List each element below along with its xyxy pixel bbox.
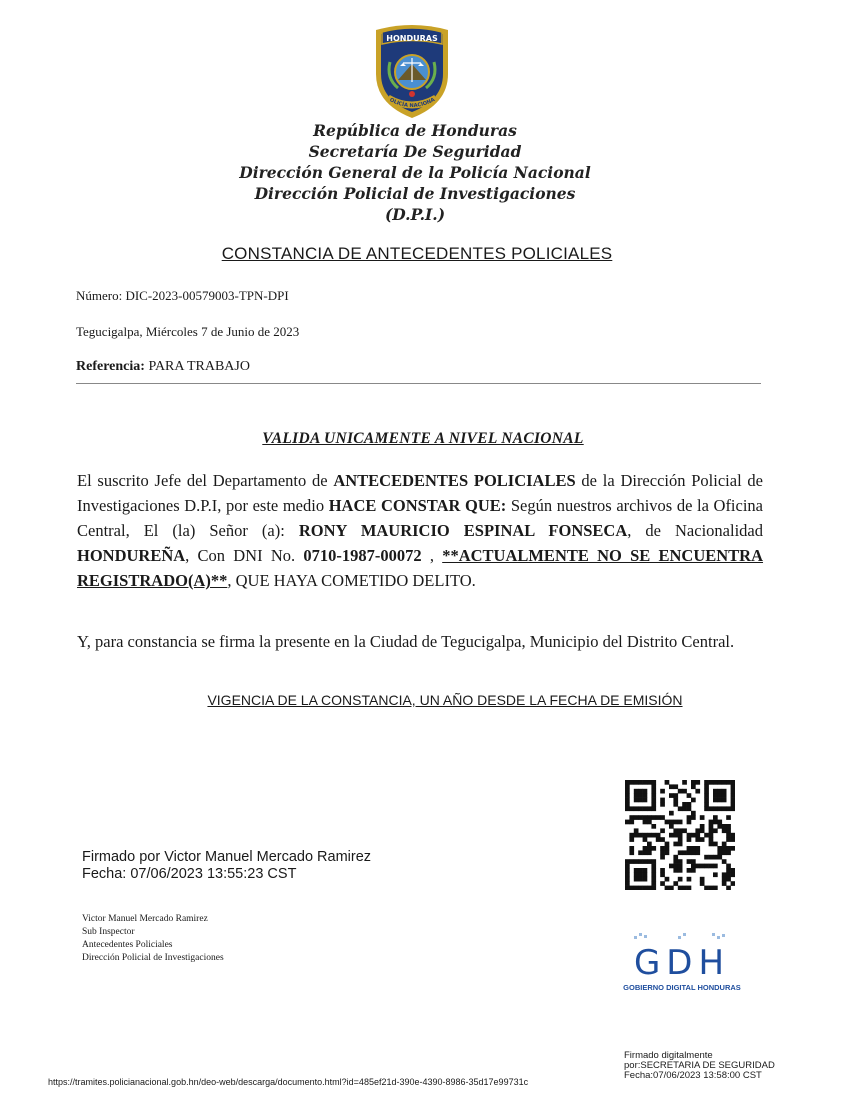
digital-signature bbox=[624, 1051, 775, 1081]
valida-notice: VALIDA UNICAMENTE A NIVEL NACIONAL bbox=[262, 430, 584, 447]
body-text-5: , Con DNI No. bbox=[185, 546, 304, 565]
referencia-value: PARA TRABAJO bbox=[148, 359, 250, 374]
digital-line-2: por:SECRETARIA DE SEGURIDAD bbox=[624, 1060, 775, 1071]
header-direccion-policial: Dirección Policial de Investigaciones bbox=[254, 184, 576, 203]
header-direccion-general: Dirección General de la Policía Nacional bbox=[239, 163, 591, 182]
body-department: ANTECEDENTES POLICIALES bbox=[333, 471, 576, 490]
header-dpi: (D.P.I.) bbox=[384, 205, 446, 224]
numero-value: DIC-2023-00579003-TPN-DPI bbox=[125, 288, 289, 303]
officer-division: Dirección Policial de Investigaciones bbox=[82, 953, 224, 963]
vigencia-notice: VIGENCIA DE LA CONSTANCIA, UN AÑO DESDE LA FECHA DE EMISIÓN bbox=[207, 692, 683, 708]
document-title: CONSTANCIA DE ANTECEDENTES POLICIALES bbox=[221, 244, 613, 263]
signature-block bbox=[82, 849, 371, 883]
gdh-letters: GDH bbox=[633, 943, 731, 983]
document-url: https://tramites.policianacional.gob.hn/deo-web/descarga/documento.html?id=485ef21d-390e-4390-8986-35d17e99731c bbox=[48, 1077, 529, 1087]
body-text-1: El suscrito Jefe del Departamento de bbox=[77, 471, 334, 490]
officer-rank: Sub Inspector bbox=[82, 927, 135, 937]
qr-code bbox=[625, 780, 735, 890]
body-status: **ACTUALMENTE NO SE ENCUENTRA REGISTRADO(A)** bbox=[77, 546, 764, 590]
institution-header bbox=[160, 120, 670, 225]
body-text-3: Según nuestros archivos de la Oficina Central, El (la) Señor (a): bbox=[77, 496, 764, 540]
qr-code-icon bbox=[625, 780, 735, 890]
body-dni: 0710-1987-00072 bbox=[303, 546, 422, 565]
header-secretaria: Secretaría De Seguridad bbox=[308, 142, 522, 161]
signed-date: Fecha: 07/06/2023 13:55:23 CST bbox=[82, 866, 297, 882]
gdh-caption: GOBIERNO DIGITAL HONDURAS bbox=[623, 983, 741, 992]
officer-block bbox=[82, 913, 224, 965]
police-shield-icon bbox=[370, 22, 454, 120]
body-nationality: HONDUREÑA bbox=[77, 546, 186, 565]
certificate-body bbox=[77, 468, 763, 593]
badge-top-text: HONDURAS bbox=[386, 34, 438, 43]
badge-bottom-text: OLICÍA NACIONA bbox=[388, 96, 437, 110]
police-badge bbox=[370, 22, 454, 120]
signed-by: Firmado por Victor Manuel Mercado Ramirez bbox=[82, 849, 372, 865]
fecha-line: Tegucigalpa, Miércoles 7 de Junio de 2023 bbox=[76, 324, 300, 339]
body-hace-constar: HACE CONSTAR QUE: bbox=[328, 496, 507, 515]
body-text-4: , de Nacionalidad bbox=[627, 521, 763, 540]
officer-department: Antecedentes Policiales bbox=[82, 940, 173, 950]
closing-paragraph: Y, para constancia se firma la presente en la Ciudad de Tegucigalpa, Municipio del Distrito Central. bbox=[77, 632, 735, 651]
referencia-label: Referencia: bbox=[76, 359, 145, 374]
digital-line-3: Fecha:07/06/2023 13:58:00 CST bbox=[624, 1070, 762, 1081]
body-text-6: , bbox=[421, 546, 443, 565]
body-text-2: de la Dirección Policial de Investigaciones D.P.I, por este medio bbox=[77, 471, 764, 515]
officer-name: Victor Manuel Mercado Ramirez bbox=[82, 914, 208, 924]
referencia-line bbox=[76, 359, 250, 375]
numero-label: Número: bbox=[76, 288, 123, 303]
gdh-logo-icon bbox=[620, 930, 744, 986]
divider bbox=[76, 383, 761, 384]
body-person-name: RONY MAURICIO ESPINAL FONSECA bbox=[298, 521, 628, 540]
numero-line bbox=[76, 288, 289, 304]
body-text-7: , QUE HAYA COMETIDO DELITO. bbox=[227, 571, 476, 590]
header-republica: República de Honduras bbox=[313, 121, 517, 140]
digital-line-1: Firmado digitalmente bbox=[624, 1050, 713, 1061]
